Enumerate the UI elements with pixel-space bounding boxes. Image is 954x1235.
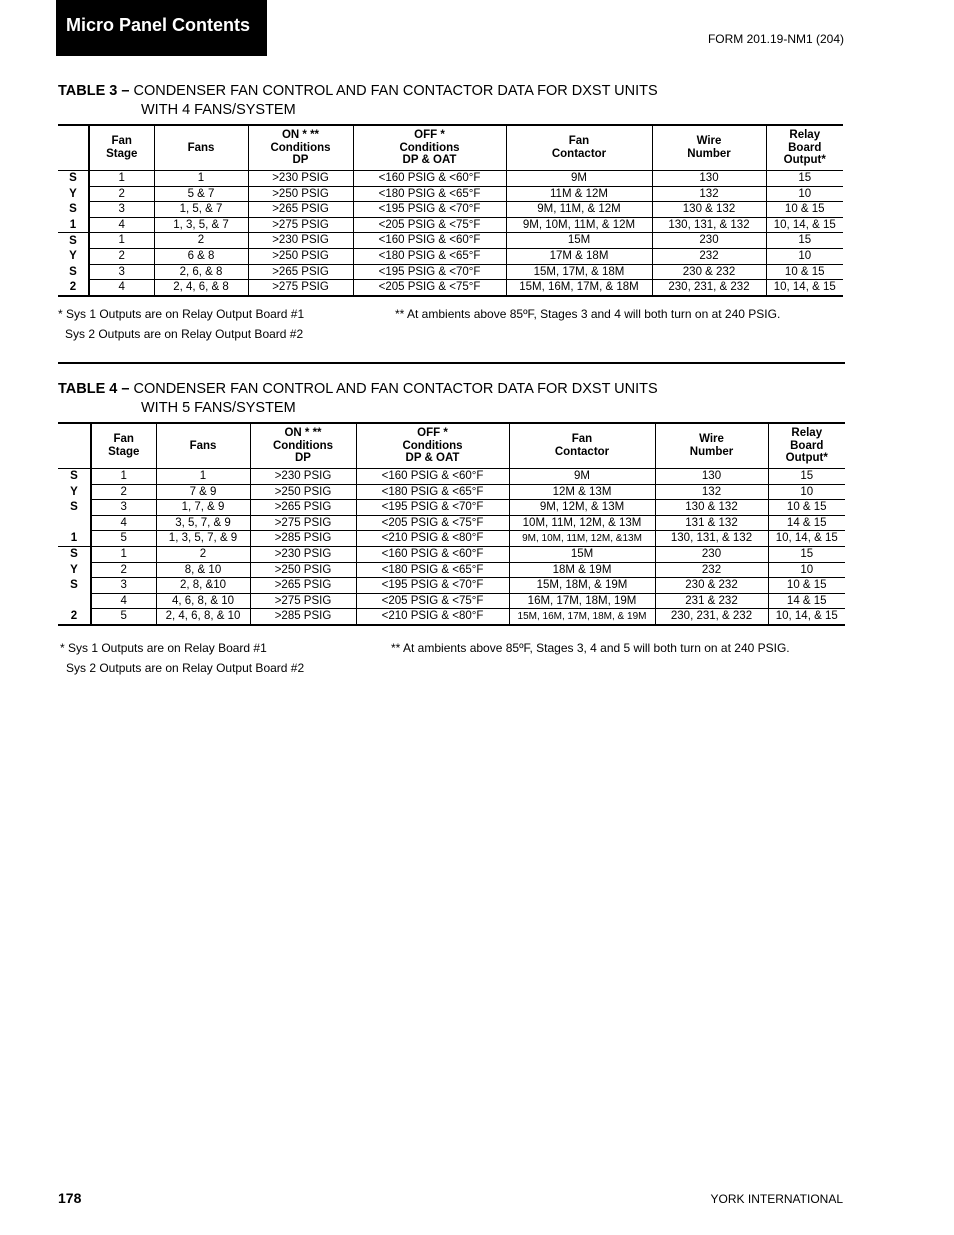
table-cell: >275 PSIG — [250, 593, 356, 609]
table-cell: 131 & 132 — [655, 515, 768, 531]
table-cell: <160 PSIG & <60°F — [356, 546, 509, 562]
table-row — [58, 217, 843, 233]
table4 — [58, 422, 845, 626]
table-cell: >275 PSIG — [248, 217, 353, 233]
table-cell: 11M & 12M — [506, 186, 652, 202]
table-cell: >275 PSIG — [248, 280, 353, 296]
table-cell: >230 PSIG — [250, 546, 356, 562]
table3 — [58, 124, 843, 297]
table4-header-cell: Fan Stage — [91, 423, 156, 469]
table-cell: 10, 14, & 15 — [766, 280, 843, 296]
table-row — [58, 186, 843, 202]
table-cell: >230 PSIG — [248, 233, 353, 249]
table-cell: >250 PSIG — [250, 484, 356, 500]
table-cell: <180 PSIG & <65°F — [353, 248, 506, 264]
table-cell: <195 PSIG & <70°F — [356, 578, 509, 594]
table-cell: 5 — [91, 609, 156, 625]
table-cell: <195 PSIG & <70°F — [356, 500, 509, 516]
table-row — [58, 593, 845, 609]
system-label-cell: S — [58, 233, 89, 249]
table3-header-cell — [58, 125, 89, 171]
table-cell: 130 & 132 — [652, 202, 766, 218]
table3-title-line1: CONDENSER FAN CONTROL AND FAN CONTACTOR DATA FOR DXST UNITS — [133, 83, 658, 99]
section-divider — [58, 362, 845, 364]
table-cell: 130, 131, & 132 — [655, 531, 768, 547]
table-cell: <205 PSIG & <75°F — [353, 217, 506, 233]
table-row — [58, 515, 845, 531]
system-label-cell: Y — [58, 248, 89, 264]
table-cell: 2 — [91, 562, 156, 578]
table-cell: >265 PSIG — [248, 264, 353, 280]
table-cell: <210 PSIG & <80°F — [356, 609, 509, 625]
system-label-cell — [58, 593, 91, 609]
table4-title-line2: WITH 5 FANS/SYSTEM — [141, 400, 296, 416]
table-cell: <195 PSIG & <70°F — [353, 264, 506, 280]
table4-caption — [58, 380, 658, 418]
system-label-cell: S — [58, 171, 89, 187]
system-label-cell: S — [58, 546, 91, 562]
table-cell: 9M, 10M, 11M, 12M, &13M — [509, 531, 655, 547]
table-cell: >230 PSIG — [250, 469, 356, 485]
table-cell: 4 — [89, 280, 154, 296]
system-label-cell: Y — [58, 186, 89, 202]
table4-header-cell: Wire Number — [655, 423, 768, 469]
system-label-cell: 2 — [58, 609, 91, 625]
table-cell: <205 PSIG & <75°F — [356, 593, 509, 609]
table-cell: 1 — [89, 171, 154, 187]
table-cell: <205 PSIG & <75°F — [353, 280, 506, 296]
table-cell: 10 & 15 — [766, 264, 843, 280]
table-cell: 230 — [652, 233, 766, 249]
table3-caption — [58, 82, 658, 120]
table-cell: 2 — [89, 248, 154, 264]
system-label-cell: S — [58, 500, 91, 516]
table-cell: 15M — [506, 233, 652, 249]
table-cell: 230, 231, & 232 — [652, 280, 766, 296]
table-row — [58, 469, 845, 485]
table-cell: 15 — [766, 171, 843, 187]
table-cell: >265 PSIG — [250, 578, 356, 594]
system-label-cell: S — [58, 202, 89, 218]
table3-header-row — [58, 125, 843, 171]
table-cell: 132 — [652, 186, 766, 202]
table-cell: 10M, 11M, 12M, & 13M — [509, 515, 655, 531]
table3-header-cell: Fan Stage — [89, 125, 154, 171]
table3-note-left-1: * Sys 1 Outputs are on Relay Output Board #1 — [58, 307, 305, 321]
table-cell: <160 PSIG & <60°F — [353, 233, 506, 249]
section-title-box — [56, 0, 267, 56]
table-cell: 10 & 15 — [766, 202, 843, 218]
table-cell: <210 PSIG & <80°F — [356, 531, 509, 547]
table4-header-cell: Relay Board Output* — [768, 423, 845, 469]
table-cell: 17M & 18M — [506, 248, 652, 264]
table3-note-left-2: Sys 2 Outputs are on Relay Output Board #2 — [65, 327, 304, 341]
system-label-cell: 1 — [58, 217, 89, 233]
table-row — [58, 546, 845, 562]
table-cell: 10 & 15 — [768, 500, 845, 516]
table-cell: 1, 5, & 7 — [154, 202, 248, 218]
table-cell: 5 & 7 — [154, 186, 248, 202]
table-cell: 9M, 12M, & 13M — [509, 500, 655, 516]
table-row — [58, 578, 845, 594]
table3-title-line2: WITH 4 FANS/SYSTEM — [141, 102, 296, 118]
table-cell: <180 PSIG & <65°F — [353, 186, 506, 202]
system-label-cell: S — [58, 578, 91, 594]
table-cell: 230 — [655, 546, 768, 562]
table-cell: <180 PSIG & <65°F — [356, 562, 509, 578]
table4-header-cell: Fan Contactor — [509, 423, 655, 469]
table4-note-left-1: * Sys 1 Outputs are on Relay Board #1 — [60, 641, 267, 655]
table-cell: 15M — [509, 546, 655, 562]
table-row — [58, 280, 843, 296]
table-cell: 15M, 17M, & 18M — [506, 264, 652, 280]
table-cell: 230 & 232 — [655, 578, 768, 594]
system-label-cell: 2 — [58, 280, 89, 296]
table-cell: 16M, 17M, 18M, 19M — [509, 593, 655, 609]
table3-header-cell: Relay Board Output* — [766, 125, 843, 171]
table-cell: <160 PSIG & <60°F — [356, 469, 509, 485]
table-cell: 1 — [91, 469, 156, 485]
form-number: FORM 201.19-NM1 (204) — [707, 32, 844, 46]
table-cell: 2, 4, 6, 8, & 10 — [156, 609, 250, 625]
table-cell: 231 & 232 — [655, 593, 768, 609]
table-cell: 2, 6, & 8 — [154, 264, 248, 280]
system-label-cell: 1 — [58, 531, 91, 547]
table-cell: 6 & 8 — [154, 248, 248, 264]
system-label-cell: S — [58, 264, 89, 280]
table-cell: 4 — [89, 217, 154, 233]
system-label-cell: Y — [58, 562, 91, 578]
table-row — [58, 202, 843, 218]
table-cell: >230 PSIG — [248, 171, 353, 187]
table-cell: 10 — [766, 248, 843, 264]
table3-body — [58, 171, 843, 296]
table-cell: 9M — [506, 171, 652, 187]
table-row — [58, 233, 843, 249]
table-row — [58, 500, 845, 516]
table3-header-cell: Fan Contactor — [506, 125, 652, 171]
table-cell: 3, 5, 7, & 9 — [156, 515, 250, 531]
table-cell: 10, 14, & 15 — [768, 609, 845, 625]
table-row — [58, 562, 845, 578]
table-row — [58, 264, 843, 280]
table-cell: 1 — [91, 546, 156, 562]
table-cell: 10 & 15 — [768, 578, 845, 594]
table4-header-cell: ON * ** Conditions DP — [250, 423, 356, 469]
table-cell: 10, 14, & 15 — [768, 531, 845, 547]
table-cell: 10, 14, & 15 — [766, 217, 843, 233]
table-cell: >265 PSIG — [250, 500, 356, 516]
table-cell: 130 & 132 — [655, 500, 768, 516]
table3-header-cell: ON * ** Conditions DP — [248, 125, 353, 171]
table-cell: 18M & 19M — [509, 562, 655, 578]
table-cell: 3 — [91, 578, 156, 594]
table-cell: 15M, 16M, 17M, 18M, & 19M — [509, 609, 655, 625]
system-label-cell: S — [58, 469, 91, 485]
section-title: Micro Panel Contents — [66, 15, 251, 35]
table-row — [58, 484, 845, 500]
table4-title-line1: CONDENSER FAN CONTROL AND FAN CONTACTOR DATA FOR DXST UNITS — [133, 381, 658, 397]
table-cell: 1, 3, 5, & 7 — [154, 217, 248, 233]
table-cell: 1, 3, 5, 7, & 9 — [156, 531, 250, 547]
table4-label: TABLE 4 – — [58, 381, 130, 397]
table-cell: 230, 231, & 232 — [655, 609, 768, 625]
table3-header-cell: Wire Number — [652, 125, 766, 171]
table-cell: 9M, 10M, 11M, & 12M — [506, 217, 652, 233]
table-cell: 132 — [655, 484, 768, 500]
table-cell: >285 PSIG — [250, 531, 356, 547]
table-cell: 130 — [655, 469, 768, 485]
table-cell: 2 — [154, 233, 248, 249]
table-cell: 3 — [91, 500, 156, 516]
table-cell: 232 — [652, 248, 766, 264]
system-label-cell: Y — [58, 484, 91, 500]
table-cell: <180 PSIG & <65°F — [356, 484, 509, 500]
table-cell: >265 PSIG — [248, 202, 353, 218]
table-cell: 15 — [766, 233, 843, 249]
table-cell: <160 PSIG & <60°F — [353, 171, 506, 187]
table-cell: >250 PSIG — [250, 562, 356, 578]
table-cell: 14 & 15 — [768, 593, 845, 609]
table-cell: 130, 131, & 132 — [652, 217, 766, 233]
table4-header-cell: OFF * Conditions DP & OAT — [356, 423, 509, 469]
table-row — [58, 531, 845, 547]
table-cell: 4 — [91, 515, 156, 531]
table-cell: 5 — [91, 531, 156, 547]
table-cell: 4, 6, 8, & 10 — [156, 593, 250, 609]
table-cell: 10 — [768, 484, 845, 500]
table-cell: 4 — [91, 593, 156, 609]
table-cell: 12M & 13M — [509, 484, 655, 500]
table-cell: 1 — [154, 171, 248, 187]
table3-note-right: ** At ambients above 85ºF, Stages 3 and 4 will both turn on at 240 PSIG. — [395, 307, 781, 321]
table-cell: <205 PSIG & <75°F — [356, 515, 509, 531]
table-cell: 2 — [89, 186, 154, 202]
table4-header-cell: Fans — [156, 423, 250, 469]
table-cell: 2 — [91, 484, 156, 500]
table-cell: >275 PSIG — [250, 515, 356, 531]
table-cell: 230 & 232 — [652, 264, 766, 280]
table-cell: 15M, 18M, & 19M — [509, 578, 655, 594]
table-cell: >285 PSIG — [250, 609, 356, 625]
table-cell: 1 — [89, 233, 154, 249]
table-cell: 15M, 16M, 17M, & 18M — [506, 280, 652, 296]
table-row — [58, 248, 843, 264]
table4-body — [58, 469, 845, 625]
table-cell: 3 — [89, 264, 154, 280]
table3-header-cell: Fans — [154, 125, 248, 171]
table-cell: 15 — [768, 469, 845, 485]
table-cell: 15 — [768, 546, 845, 562]
publisher: YORK INTERNATIONAL — [710, 1192, 843, 1206]
table4-header-row — [58, 423, 845, 469]
table-row — [58, 609, 845, 625]
page-number: 178 — [58, 1190, 82, 1206]
table-cell: 2 — [156, 546, 250, 562]
table-cell: 8, & 10 — [156, 562, 250, 578]
table-cell: 1, 7, & 9 — [156, 500, 250, 516]
table-cell: 14 & 15 — [768, 515, 845, 531]
system-label-cell — [58, 515, 91, 531]
table-cell: 130 — [652, 171, 766, 187]
table-cell: <195 PSIG & <70°F — [353, 202, 506, 218]
table-cell: 2, 8, &10 — [156, 578, 250, 594]
table-cell: 232 — [655, 562, 768, 578]
table-cell: 7 & 9 — [156, 484, 250, 500]
table-cell: 10 — [766, 186, 843, 202]
table-cell: >250 PSIG — [248, 248, 353, 264]
table-cell: >250 PSIG — [248, 186, 353, 202]
table-row — [58, 171, 843, 187]
table-cell: 3 — [89, 202, 154, 218]
table-cell: 9M — [509, 469, 655, 485]
table4-header-cell — [58, 423, 91, 469]
table-cell: 2, 4, 6, & 8 — [154, 280, 248, 296]
table4-note-left-2: Sys 2 Outputs are on Relay Output Board #2 — [66, 661, 305, 675]
table-cell: 9M, 11M, & 12M — [506, 202, 652, 218]
table3-header-cell: OFF * Conditions DP & OAT — [353, 125, 506, 171]
table4-note-right: ** At ambients above 85ºF, Stages 3, 4 and 5 will both turn on at 240 PSIG. — [391, 641, 790, 655]
table-cell: 10 — [768, 562, 845, 578]
table-cell: 1 — [156, 469, 250, 485]
table3-label: TABLE 3 – — [58, 83, 130, 99]
